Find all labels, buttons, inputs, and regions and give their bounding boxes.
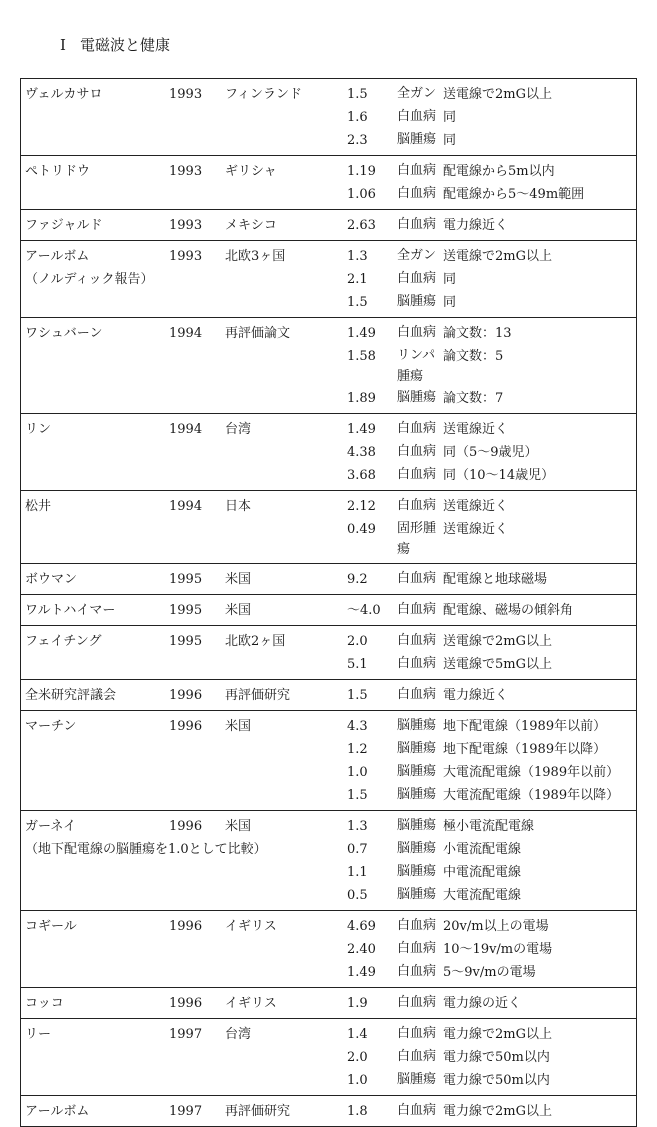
study-country: 米国 [225,819,252,834]
result-row [347,1069,636,1092]
result-row [347,214,636,237]
risk-value: 1.49 [347,422,376,437]
result-row [347,106,636,129]
disease-name: 白血病 [397,325,437,340]
disease-name: 白血病 [397,656,437,671]
risk-value: 1.1 [347,865,368,880]
result-row [347,1046,636,1069]
disease-name: 白血病 [397,1103,437,1118]
result-row [347,938,636,961]
study-author [25,214,102,237]
result-rows [347,680,636,710]
author-name: ボウマン [25,572,78,587]
study-year: 1995 [169,634,203,649]
result-row [347,961,636,984]
study-author [25,684,116,707]
result-row [347,464,636,487]
author-name: ワシュバーン [25,326,103,341]
study-group [20,1019,637,1096]
condition-note: 配電線、磁場の傾斜角 [443,603,574,618]
study-author [25,1023,51,1046]
condition-note: 配電線と地球磁場 [443,572,548,587]
author-name: リー [25,1027,52,1042]
author-name: ガーネイ [25,819,77,834]
disease-name: 脳腫瘍 [397,864,437,879]
study-year: 1994 [169,422,203,437]
result-row [347,838,636,861]
disease-name: 白血病 [397,964,437,979]
study-group [20,156,637,210]
risk-value: 0.49 [347,522,376,537]
condition-note: 送電線で5mG以上 [443,657,552,672]
study-country: 台湾 [225,422,252,437]
risk-value: 1.5 [347,788,368,803]
study-group [20,318,637,414]
study-country: フィンランド [225,87,302,102]
disease-name: 白血病 [397,941,437,956]
result-row [347,291,636,314]
study-group [20,210,637,241]
disease-name: 白血病 [397,1049,437,1064]
condition-note: 同 [443,295,457,310]
risk-value: 3.68 [347,468,376,483]
author-name: リン [25,422,52,437]
risk-value: 1.3 [347,249,368,264]
result-rows [347,318,636,413]
author-name: 松井 [25,499,52,514]
risk-value: 1.0 [347,1073,368,1088]
study-group [20,79,637,156]
result-row [347,387,636,410]
study-country: 再評価研究 [225,688,291,703]
study-year: 1993 [169,87,203,102]
study-country: 台湾 [225,1027,252,1042]
study-year: 1994 [169,499,203,514]
chapter-number: Ⅰ [60,36,66,54]
result-row [347,630,636,653]
disease-name: 白血病 [397,109,437,124]
study-author [25,915,77,938]
author-name: フェイチング [25,634,102,649]
disease-name: 全ガン [397,86,437,101]
study-country: 再評価論文 [225,326,291,341]
condition-note: 中電流配電線 [443,865,522,880]
condition-note: 極小電流配電線 [443,819,535,834]
result-row [347,345,636,387]
study-country: 米国 [225,719,252,734]
result-rows [347,711,636,810]
author-name: ワルトハイマー [25,603,116,618]
study-year: 1996 [169,919,203,934]
risk-value: 1.06 [347,187,376,202]
study-year: 1996 [169,819,203,834]
risk-value: 0.5 [347,888,368,903]
condition-note: 送電線で2mG以上 [443,87,552,102]
disease-name: 脳腫瘍 [397,741,437,756]
study-group [20,491,637,564]
study-author [25,992,64,1015]
study-group [20,564,637,595]
result-rows [347,811,636,910]
study-country: イギリス [225,996,277,1011]
result-row [347,129,636,152]
study-group [20,241,637,318]
disease-name: 脳腫瘍 [397,887,437,902]
study-group [20,626,637,680]
result-row [347,599,636,622]
condition-note: 電力線の近く [443,996,522,1011]
study-year: 1993 [169,164,203,179]
result-row [347,183,636,206]
study-year: 1993 [169,249,203,264]
result-row [347,738,636,761]
condition-note: 同（10～14歳児） [443,468,555,483]
condition-note: 電力線で2mG以上 [443,1104,552,1119]
disease-name: 白血病 [397,271,437,286]
result-row [347,992,636,1015]
study-group [20,414,637,491]
study-year: 1996 [169,688,203,703]
condition-note: 論文数：13 [443,326,512,341]
result-row [347,568,636,591]
disease-name: 白血病 [397,1026,437,1041]
risk-value: 2.63 [347,218,376,233]
author-name: アールボム [25,1104,90,1119]
study-country: 再評価研究 [225,1104,291,1119]
risk-value: 1.9 [347,996,368,1011]
condition-note: 配電線から5～49m範囲 [443,187,585,202]
disease-name: 白血病 [397,444,437,459]
condition-note: 同 [443,272,457,287]
condition-note: 同（5～9歳児） [443,445,538,460]
study-year: 1993 [169,218,203,233]
condition-note: 10～19v/mの電場 [443,942,553,957]
study-table [20,78,637,1127]
disease-name: 白血病 [397,571,437,586]
disease-name: 白血病 [397,602,437,617]
condition-note: 送電線近く [443,522,509,537]
result-row [347,418,636,441]
author-name: コッコ [25,996,64,1011]
condition-note: 電力線で2mG以上 [443,1027,552,1042]
risk-value: 4.69 [347,919,376,934]
disease-name: 白血病 [397,995,437,1010]
risk-value: 1.2 [347,742,368,757]
study-year: 1996 [169,996,203,1011]
study-group [20,1096,637,1127]
disease-name: 脳腫瘍 [397,718,437,733]
author-name: ヴェルカサロ [25,87,103,102]
result-rows [347,210,636,240]
result-row [347,518,636,560]
risk-value: ～4.0 [347,603,381,618]
risk-value: 1.58 [347,349,376,364]
condition-note: 大電流配電線 [443,888,522,903]
risk-value: 1.5 [347,688,368,703]
author-name: 全米研究評議会 [25,688,117,703]
result-rows [347,241,636,317]
risk-value: 1.19 [347,164,376,179]
result-rows [347,626,636,679]
disease-name: 脳腫瘍 [397,132,437,147]
condition-note: 同 [443,110,457,125]
result-rows [347,414,636,490]
result-row [347,861,636,884]
result-row [347,160,636,183]
result-row [347,715,636,738]
risk-value: 0.7 [347,842,368,857]
risk-value: 9.2 [347,572,368,587]
study-country: イギリス [225,919,277,934]
condition-note: 送電線で2mG以上 [443,249,552,264]
disease-name: 白血病 [397,498,437,513]
study-author [25,1100,89,1123]
result-row [347,83,636,106]
risk-value: 5.1 [347,657,368,672]
disease-name: 脳腫瘍 [397,818,437,833]
result-rows [347,564,636,594]
study-country: 日本 [225,499,252,514]
condition-note: 電力線近く [443,688,509,703]
disease-name: 脳腫瘍 [397,787,437,802]
result-row [347,761,636,784]
risk-value: 1.49 [347,965,376,980]
disease-name: 白血病 [397,163,437,178]
disease-name: 白血病 [397,217,437,232]
study-year: 1995 [169,603,203,618]
disease-name: 脳腫瘍 [397,1072,437,1087]
disease-name: 脳腫瘍 [397,390,437,405]
result-rows [347,1096,636,1126]
result-row [347,1023,636,1046]
condition-note: 送電線で2mG以上 [443,634,552,649]
study-country: メキシコ [225,218,277,233]
study-author [25,599,115,622]
study-country: 北欧2ヶ国 [225,634,286,649]
disease-name: リンパ腫瘍 [397,348,436,384]
result-row [347,322,636,345]
condition-note: 送電線近く [443,422,509,437]
study-country: 米国 [225,603,252,618]
risk-value: 1.4 [347,1027,368,1042]
risk-value: 4.38 [347,445,376,460]
result-row [347,653,636,676]
result-rows [347,988,636,1018]
disease-name: 白血病 [397,186,437,201]
condition-note: 論文数：5 [443,349,504,364]
study-year: 1997 [169,1027,203,1042]
result-rows [347,911,636,987]
risk-value: 1.3 [347,819,368,834]
condition-note: 送電線近く [443,499,509,514]
result-rows [347,491,636,563]
result-rows [347,79,636,155]
result-row [347,245,636,268]
risk-value: 2.3 [347,133,368,148]
result-rows [347,595,636,625]
disease-name: 白血病 [397,633,437,648]
result-row [347,268,636,291]
result-row [347,915,636,938]
risk-value: 1.89 [347,391,376,406]
result-row [347,684,636,707]
study-author [25,160,90,183]
study-year: 1997 [169,1104,203,1119]
disease-name: 脳腫瘍 [397,294,437,309]
author-name: コギール [25,919,77,934]
condition-note: 20v/m以上の電場 [443,919,549,934]
result-row [347,1100,636,1123]
condition-note: 大電流配電線（1989年以降） [443,788,620,803]
risk-value: 1.49 [347,326,376,341]
disease-name: 脳腫瘍 [397,841,437,856]
result-row [347,784,636,807]
condition-note: 電力線で50m以内 [443,1073,550,1088]
condition-note: 電力線で50m以内 [443,1050,550,1065]
risk-value: 2.12 [347,499,376,514]
study-group [20,811,637,911]
study-group [20,711,637,811]
study-author [25,630,101,653]
study-year: 1995 [169,572,203,587]
risk-value: 2.1 [347,272,368,287]
risk-value: 4.3 [347,719,368,734]
author-name: アールボム [25,249,90,264]
condition-note: 電力線近く [443,218,509,233]
disease-name: 白血病 [397,421,437,436]
risk-value: 1.5 [347,87,368,102]
study-author [25,245,153,291]
study-group [20,680,637,711]
study-author [25,322,102,345]
condition-note: 論文数：7 [443,391,504,406]
condition-note: 配電線から5m以内 [443,164,555,179]
disease-name: 白血病 [397,467,437,482]
study-country: 北欧3ヶ国 [225,249,286,264]
study-country: 米国 [225,572,252,587]
condition-note: 同 [443,133,457,148]
condition-note: 5～9v/mの電場 [443,965,536,980]
study-country: ギリシャ [225,164,277,179]
study-year: 1996 [169,719,203,734]
author-name: ファジャルド [25,218,103,233]
study-author [25,495,51,518]
result-rows [347,156,636,209]
study-year: 1994 [169,326,203,341]
risk-value: 2.0 [347,634,368,649]
study-author [25,568,77,591]
result-row [347,441,636,464]
disease-name: 固形腫瘍 [397,521,437,557]
condition-note: 地下配電線（1989年以降） [443,742,607,757]
risk-value: 2.40 [347,942,376,957]
disease-name: 脳腫瘍 [397,764,437,779]
author-name: マーチン [25,719,77,734]
risk-value: 1.0 [347,765,368,780]
study-author [25,83,102,106]
author-note: （地下配電線の脳腫瘍を1.0として比較） [25,842,267,857]
condition-note: 地下配電線（1989年以前） [443,719,607,734]
disease-name: 白血病 [397,918,437,933]
risk-value: 1.5 [347,295,368,310]
author-name: ペトリドウ [25,164,91,179]
condition-note: 大電流配電線（1989年以前） [443,765,620,780]
disease-name: 全ガン [397,248,437,263]
study-group [20,988,637,1019]
disease-name: 白血病 [397,687,437,702]
result-rows [347,1019,636,1095]
page-header [60,34,170,55]
chapter-title: 電磁波と健康 [79,36,170,54]
author-note: （ノルディック報告） [25,272,154,287]
risk-value: 1.6 [347,110,368,125]
result-row [347,815,636,838]
result-row [347,495,636,518]
study-group [20,595,637,626]
result-row [347,884,636,907]
risk-value: 1.8 [347,1104,368,1119]
condition-note: 小電流配電線 [443,842,522,857]
risk-value: 2.0 [347,1050,368,1065]
study-author [25,715,76,738]
study-group [20,911,637,988]
study-author [25,418,51,441]
